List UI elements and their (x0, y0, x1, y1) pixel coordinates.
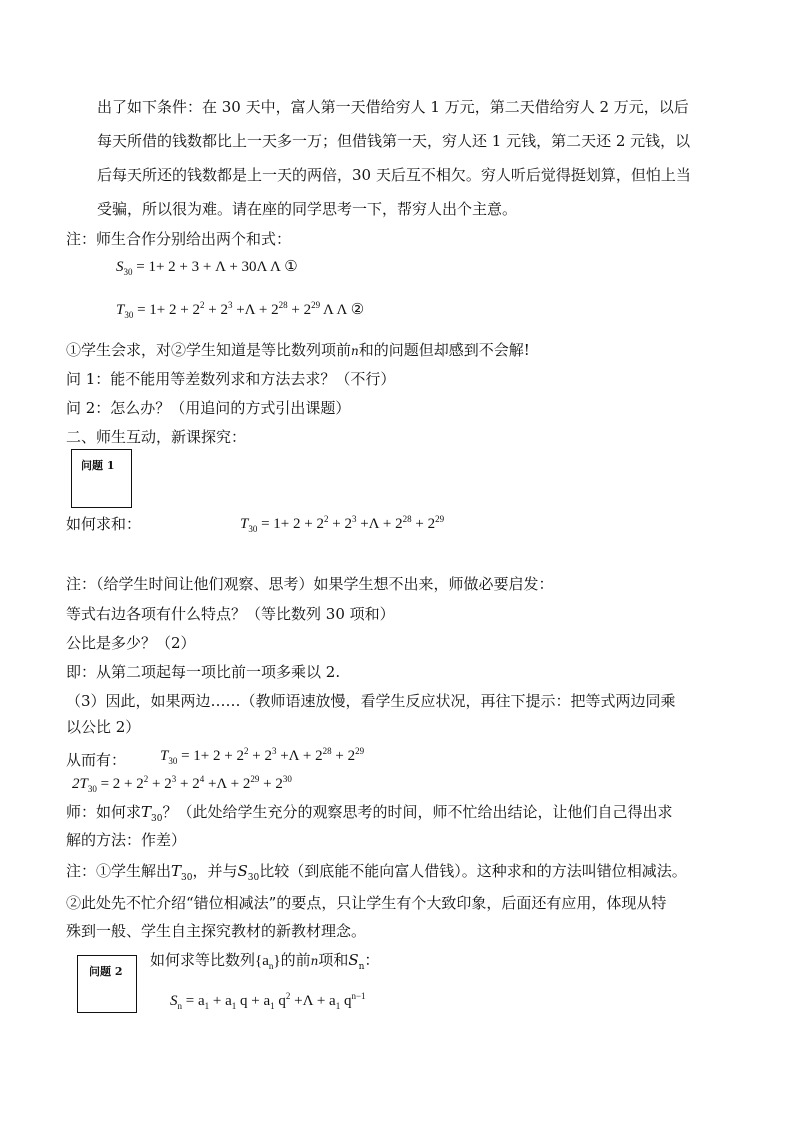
equation-2t30: $2T_{30} = 2 + 2^2 + 2^3 + 2^4 +\Lambda + 2^{29} + 2^{30}$ (72, 774, 292, 794)
question-2: 问 2：怎么办？（用追问的方式引出课题） (66, 399, 351, 417)
eq2-sub: 30 (124, 310, 134, 320)
equation-t30: $T_{30} = 1+ 2 + 2^2 + 2^3 +\Lambda + 2^{28} + 2^{29}$ Λ Λ ② (116, 300, 365, 320)
how-to-sum: 如何求和： (66, 515, 142, 533)
problem-1-label: 问题 1 (81, 459, 115, 472)
note-2: 注：（给学生时间让他们观察、思考）如果学生想不出来，师做必要启发： (66, 575, 554, 593)
intro-line-3: 后每天所还的钱数都是上一天的两倍，30 天后互不相欠。穷人听后觉得挺划算，但怕上当 (97, 166, 691, 184)
teacher-line-1: 师：如何求$T_{30}$？（此处给学生充分的观察思考的时间，师不忙给出结论，让他们自己得出求 (66, 803, 673, 824)
eq1-mark: ① (284, 259, 298, 275)
note-4b: 殊到一般、学生自主探究教材的新教材理念。 (66, 922, 367, 940)
ask-3: 即：从第二项起每一项比前一项多乘以 2. (66, 663, 341, 681)
question-1: 问 1：能不能用等差数列求和方法去求？（不行） (66, 370, 396, 388)
note-4a: ②此处先不忙介绍“错位相减法”的要点，只让学生有个大致印象，后面还有应用，体现从特 (66, 894, 667, 912)
ask-1: 等式右边各项有什么特点？（等比数列 30 项和） (66, 605, 395, 623)
problem-2-question: 如何求等比数列$\{a_n\}$的前n项和$S_n$： (150, 951, 380, 972)
problem-2-label: 问题 2 (89, 965, 123, 978)
paragraph-students: ①学生会求，对②学生知道是等比数列项前n和的问题但却感到不会解! (66, 341, 530, 359)
equation-t30-problem1: $T_{30} = 1+ 2 + 2^2 + 2^3 +\Lambda + 2^{28} + 2^{29}$ (240, 514, 445, 534)
ask-4b: 以公比 2） (66, 718, 141, 736)
eq1-sub: 30 (123, 267, 133, 277)
equation-s30 (116, 256, 298, 283)
ask-4a: （3）因此，如果两边……（教师语速放慢，看学生反应状况，再往下提示：把等式两边同乘 (66, 692, 676, 710)
equation-t30-again: $T_{30} = 1+ 2 + 2^2 + 2^3 +\Lambda + 2^{28} + 2^{29}$ (160, 746, 365, 766)
intro-line-2: 每天所借的钱数都比上一天多一万；但借钱第一天，穷人还 1 元钱，第二天还 2 元钱，以 (97, 132, 691, 150)
eq1-rhs: = 1+ 2 + 3 + Λ + 30Λ Λ (136, 259, 281, 275)
ask-2: 公比是多少？（2） (66, 634, 196, 652)
teacher-line-2: 解的方法：作差） (66, 831, 187, 849)
eq1-lhs: S (116, 259, 124, 275)
note-3: 注：①学生解出$T_{30}$，并与$S_{30}$比较（到底能不能向富人借钱）。这种求和的方法叫错位相减法。 (66, 862, 687, 883)
intro-line-1: 出了如下条件：在 30 天中，富人第一天借给穷人 1 万元，第二天借给穷人 2 万元，以后 (97, 98, 689, 116)
intro-line-4: 受骗，所以很为难。请在座的同学思考一下，帮穷人出个主意。 (97, 200, 518, 218)
eq2-lhs: T (116, 302, 125, 318)
section-heading-2: 二、师生互动，新课探究： (66, 428, 247, 446)
note-1: 注：师生合作分别给出两个和式： (66, 230, 292, 248)
thus-label: 从而有： (66, 751, 127, 769)
eq2-mark: ② (350, 302, 365, 318)
equation-sn: $S_n = a_1 + a_1$ $q + a_1$ $q^2 +\Lambda + a_1$ $q^{n-1}$ (170, 991, 366, 1011)
